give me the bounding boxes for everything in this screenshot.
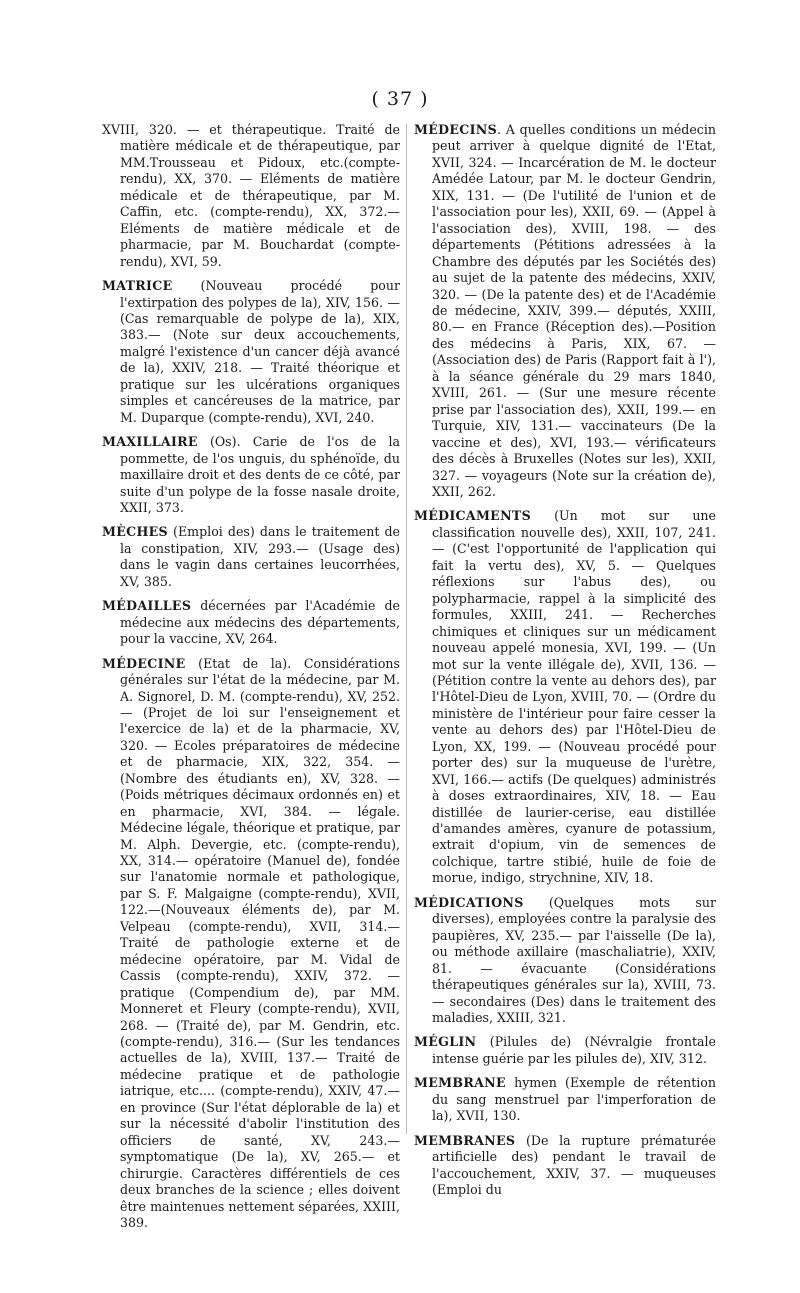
index-entry xyxy=(414,1133,716,1199)
index-entry xyxy=(414,1034,716,1067)
index-entry xyxy=(102,656,400,1232)
entry-text: (Un mot sur une classification nouvelle des), XXII, 107, 241. — (C'est l'opportunité de l'application qui fait la vertu des), XV, 5. — Quelques réflexions sur l'abus des), ou polypharmacie, rappel à la simplicité des formules, XXIII, 241. — Recherches chimiques et cliniques sur un médicament nouveau appelé monesia, XVI, 199. — (Un mot sur la vente illégale de), XVII, 136. — (Pétition contre la vente au dehors des), par l'Hôtel-Dieu de Lyon, XVIII, 70. — (Ordre du ministère de l'intérieur pour faire cesser la vente au dehors des) par l'Hôtel-Dieu de Lyon, XX, 199. — (Nouveau procédé pour porter des) sur la muqueuse de l'urètre, XVI, 166.— actifs (De quelques) administrés à doses extraordinaires, XIV, 18. — Eau distillée de laurier-cerise, eau distillée d'amandes amères, cyanure de potassium, extrait d'opium, vin de semences de colchique, tartre stibié, huile de foie de morue, indigo, strychnine, XIV, 18. xyxy=(432,508,716,886)
index-entry xyxy=(102,434,400,516)
entry-text: (Pilules de) (Névralgie frontale intense guérie par les pilules de), XIV, 312. xyxy=(432,1034,716,1066)
right-column xyxy=(414,122,716,1207)
entry-text: hymen (Exemple de rétention du sang menstruel par l'imperforation de la), XVII, 130. xyxy=(432,1075,716,1124)
entry-headword: MEMBRANE xyxy=(414,1075,506,1091)
entry-headword: MAXILLAIRE xyxy=(102,434,198,450)
entry-text: (De la rupture prématurée artificielle des) pendant le travail de l'accouchement, XXIV, 37. — muqueuses (Emploi du xyxy=(432,1132,716,1198)
index-entry xyxy=(414,895,716,1027)
index-entry xyxy=(102,122,400,270)
entry-headword: MÉDECINE xyxy=(102,655,186,671)
entry-headword: MÉDICAMENTS xyxy=(414,508,531,524)
entry-headword: MÉDICATIONS xyxy=(414,894,524,910)
entry-headword: MÈCHES xyxy=(102,524,168,540)
entry-text: (Os). Carie de l'os de la pommette, de l'os unguis, du sphénoïde, du maxillaire droit et des dents de ce côté, par suite d'un polype de la fosse nasale droite, XXII, 373. xyxy=(120,434,400,515)
column-divider xyxy=(406,124,407,1134)
entry-headword: MEMBRANES xyxy=(414,1132,516,1148)
entry-text: (Etat de la). Considérations générales sur l'état de la médecine, par M. A. Signorel, D. M. (compte-rendu), XV, 252. — (Projet de loi sur l'enseignement et l'exercice de la) et de la pharmacie, XV, 320. — Ecoles préparatoires de médecine et de pharmacie, XIX, 322, 354. — (Nombre des étudiants en), XV, 328. — (Poids métriques décimaux ordonnés en) et en pharmacie, XVI, 384. — légale. Médecine légale, théorique et pratique, par M. Alph. Devergie, etc. (compte-rendu), XX, 314.— opératoire (Manuel de), fondée sur l'anatomie normale et pathologique, par S. F. Malgaigne (compte-rendu), XVII, 122.—(Nouveaux éléments de), par M. Velpeau (compte-rendu), XVII, 314.— Traité de pathologie externe et de médecine opératoire, par M. Vidal de Cassis (compte-rendu), XXIV, 372. — pratique (Compendium de), par MM. Monneret et Fleury (compte-rendu), XVII, 268. — (Traité de), par M. Gendrin, etc. (compte-rendu), 316.— (Sur les tendances actuelles de la), XVIII, 137.— Traité de médecine pratique et de pathologie iatrique, etc.... (compte-rendu), XXIV, 47.— en province (Sur l'état déplorable de la) et sur la nécessité d'abolir l'institution des officiers de santé, XV, 243.— symptomatique (De la), XV, 265.— et chirurgie. Caractères différentiels de ces deux branches de la science ; elles doivent être maintenues nettement séparées, XXIII, 389. xyxy=(120,655,400,1230)
entry-headword: MÉDAILLES xyxy=(102,598,192,614)
entry-headword: MÉGLIN xyxy=(414,1034,477,1050)
page-number: ( 37 ) xyxy=(371,88,429,110)
entry-text: (Quelques mots sur diverses), employées contre la paralysie des paupières, XV, 235.— par l'aisselle (De la), ou méthode axillaire (maschaliatrie), XXIV, 81. — évacuante (Considérations thérapeutiques générales sur la), XVIII, 73. — secondaires (Des) dans le traitement des maladies, XXIII, 321. xyxy=(432,894,716,1026)
entry-text: décernées par l'Académie de médecine aux médecins des départements, pour la vaccine, XV, 264. xyxy=(120,598,400,647)
index-entry xyxy=(102,598,400,647)
entry-headword: MÉDECINS xyxy=(414,122,497,137)
entry-text: XVIII, 320. — et thérapeutique. Traité de matière médicale et de thérapeutique, par MM.Trousseau et Pidoux, etc.(compte-rendu), XX, 370. — Eléments de matière médicale et de thérapeutique, par M. Caffin, etc. (compte-rendu), XX, 372.— Eléments de matière médicale et de pharmacie, par M. Bouchardat (compte-rendu), XVI, 59. xyxy=(102,122,400,269)
index-entry xyxy=(414,122,716,500)
entry-headword: MATRICE xyxy=(102,278,173,294)
index-entry xyxy=(414,508,716,886)
index-entry xyxy=(414,1075,716,1124)
entry-text: (Nouveau procédé pour l'extirpation des polypes de la), XIV, 156. — (Cas remarquable de polype de la), XIX, 383.— (Note sur deux accouchements, malgré l'existence d'un cancer déjà avancé de la), XXIV, 218. — Traité théorique et pratique sur les ulcérations organiques simples et cancéreuses de la matrice, par M. Duparque (compte-rendu), XVI, 240. xyxy=(120,278,400,425)
entry-text: . A quelles conditions un médecin peut arriver à quelque dignité de l'Etat, XVII, 324. — Incarcération de M. le docteur Amédée Latour, par M. le docteur Gendrin, XIX, 131. — (De l'utilité de l'union et de l'association pour les), XXII, 69. — (Appel à l'association des), XVIII, 198. — des départements (Pétitions adressées à la Chambre des députés par les Sociétés des) au sujet de la patente des médecins, XXIV, 320. — (De la patente des) et de l'Académie de médecine, XXIV, 399.— députés, XXIII, 80.— en France (Réception des).—Position des médecins à Paris, XIX, 67. — (Association des) de Paris (Rapport fait à l'), à la séance générale du 29 mars 1840, XVIII, 261. — (Sur une mesure récente prise par l'association des), XXII, 199.— en Turquie, XIV, 131.— vaccinateurs (De la vaccine et des), XVI, 193.— vérificateurs des décès à Bruxelles (Notes sur les), XXII, 327. — voyageurs (Note sur la création de), XXII, 262. xyxy=(432,122,716,499)
index-entry xyxy=(102,278,400,426)
left-column xyxy=(102,122,400,1239)
index-entry xyxy=(102,524,400,590)
entry-text: (Emploi des) dans le traitement de la constipation, XIV, 293.— (Usage des) dans le vagin dans certaines leucorrhées, XV, 385. xyxy=(120,524,400,589)
